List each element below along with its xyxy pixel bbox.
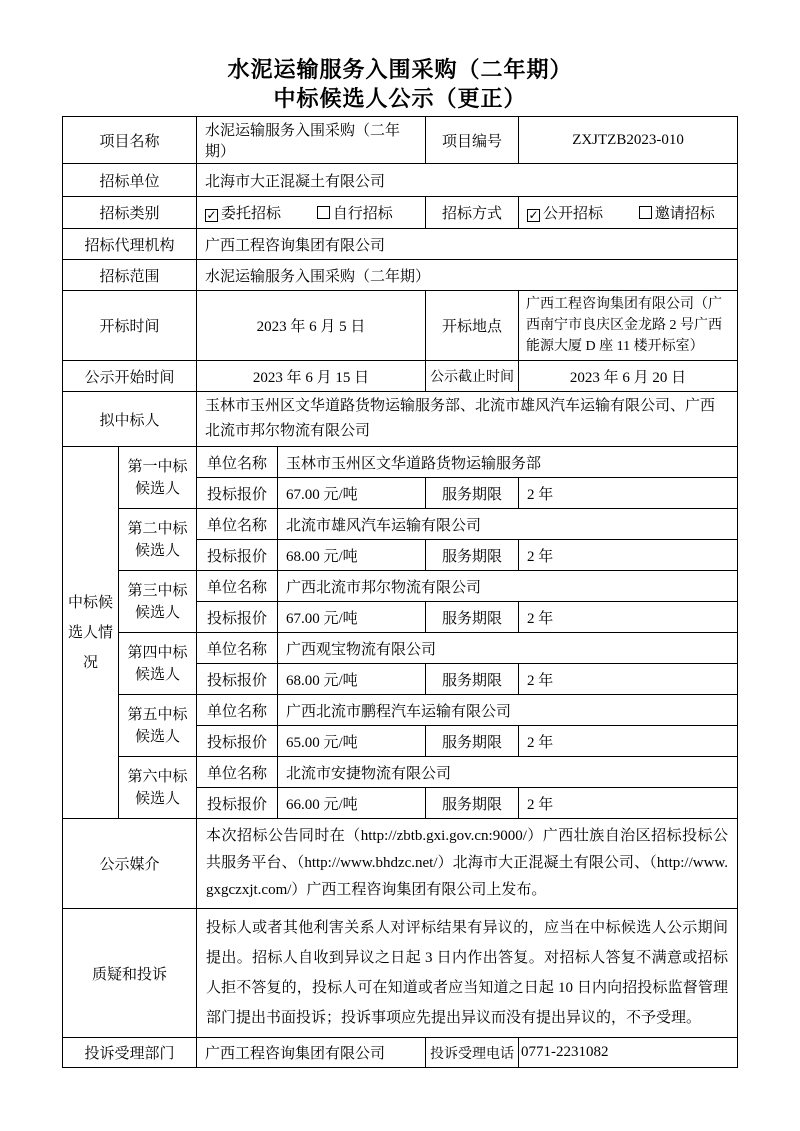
candidate-4-name: 广西观宝物流有限公司: [278, 633, 738, 664]
bid-price-label: 投标报价: [197, 726, 278, 757]
row-publicity-period: [63, 361, 738, 392]
project-name-label: 项目名称: [63, 117, 197, 164]
complaint-phone-label: 投诉受理电话: [426, 1038, 519, 1068]
checkbox-label: 邀请招标: [654, 206, 715, 222]
candidate-6-price: 66.00 元/吨: [278, 788, 426, 819]
service-term-label: 服务期限: [426, 540, 519, 571]
candidate-1-price: 67.00 元/吨: [278, 478, 426, 509]
checkbox-unchecked-icon: [317, 206, 330, 219]
checkbox-unchecked-icon: [639, 206, 652, 219]
publicity-start-label: 公示开始时间: [63, 361, 197, 392]
title-line-2: 中标候选人公示（更正）: [273, 86, 527, 111]
title-line-1: 水泥运输服务入围采购（二年期）: [227, 57, 573, 82]
complaint-phone-value: 0771-2231082: [519, 1038, 738, 1068]
candidate-6-name-row: [63, 757, 738, 788]
project-no-value: ZXJTZB2023-010: [519, 117, 738, 164]
service-term-label: 服务期限: [426, 602, 519, 633]
candidate-2-price: 68.00 元/吨: [278, 540, 426, 571]
service-term-label: 服务期限: [426, 726, 519, 757]
candidate-3-term: 2 年: [519, 602, 738, 633]
bid-price-label: 投标报价: [197, 540, 278, 571]
unit-name-label: 单位名称: [197, 633, 278, 664]
row-objection: [63, 909, 738, 1038]
category-option-self: [317, 202, 393, 223]
candidate-5-rank: 第五中标候选人: [119, 695, 197, 757]
announcement-table: [62, 116, 738, 1068]
objection-label: 质疑和投诉: [63, 909, 197, 1038]
row-bid-opening: [63, 291, 738, 361]
publicity-media-value: 本次招标公告同时在（http://zbtb.gxi.gov.cn:9000/）广西壮族自治区招标投标公共服务平台、（http://www.bhdzc.net/）北海市大正混凝土有限公司、（http://www.gxgczxjt.com/）广西工程咨询集团有限公司上发布。: [197, 819, 738, 909]
candidate-6-rank: 第六中标候选人: [119, 757, 197, 819]
candidate-6-term: 2 年: [519, 788, 738, 819]
complaint-dept-value: 广西工程咨询集团有限公司: [197, 1038, 426, 1068]
candidate-3-price: 67.00 元/吨: [278, 602, 426, 633]
row-proposed-winners: [63, 392, 738, 447]
checkbox-label: 自行招标: [332, 206, 393, 222]
category-option-entrusted: [205, 202, 281, 223]
service-term-label: 服务期限: [426, 664, 519, 695]
service-term-label: 服务期限: [426, 478, 519, 509]
tender-category-options: [197, 197, 426, 229]
unit-name-label: 单位名称: [197, 695, 278, 726]
row-scope: [63, 260, 738, 291]
complaint-dept-label: 投诉受理部门: [63, 1038, 197, 1068]
method-option-invite: [639, 202, 715, 223]
project-name-value: 水泥运输服务入围采购（二年期）: [197, 117, 426, 164]
checkbox-label: 委托招标: [221, 206, 282, 222]
bid-price-label: 投标报价: [197, 478, 278, 509]
row-agency: [63, 229, 738, 260]
project-no-label: 项目编号: [426, 117, 519, 164]
candidate-4-rank: 第四中标候选人: [119, 633, 197, 695]
candidate-5-name-row: [63, 695, 738, 726]
candidate-3-rank: 第三中标候选人: [119, 571, 197, 633]
unit-name-label: 单位名称: [197, 757, 278, 788]
bid-open-time-value: 2023 年 6 月 5 日: [197, 291, 426, 361]
publicity-start-value: 2023 年 6 月 15 日: [197, 361, 426, 392]
tender-unit-value: 北海市大正混凝土有限公司: [197, 164, 738, 197]
candidate-4-name-row: [63, 633, 738, 664]
tender-method-label: 招标方式: [426, 197, 519, 229]
method-option-open: [527, 202, 603, 223]
checkbox-label: 公开招标: [543, 206, 604, 222]
candidate-2-name: 北流市雄风汽车运输有限公司: [278, 509, 738, 540]
bid-price-label: 投标报价: [197, 788, 278, 819]
candidate-5-price: 65.00 元/吨: [278, 726, 426, 757]
proposed-winners-label: 拟中标人: [63, 392, 197, 447]
row-tender-unit: [63, 164, 738, 197]
candidate-2-name-row: [63, 509, 738, 540]
bid-open-place-label: 开标地点: [426, 291, 519, 361]
candidate-4-term: 2 年: [519, 664, 738, 695]
candidate-6-name: 北流市安捷物流有限公司: [278, 757, 738, 788]
tender-category-label: 招标类别: [63, 197, 197, 229]
objection-value: 投标人或者其他利害关系人对评标结果有异议的，应当在中标候选人公示期间提出。招标人自收到异议之日起 3 日内作出答复。对招标人答复不满意或招标人拒不答复的，投标人可在知道或者应当知道之日起 10 日内向招投标监督管理部门提出书面投诉；投诉事项应先提出异议而没有提出异议的，不予受理。: [197, 909, 738, 1038]
unit-name-label: 单位名称: [197, 509, 278, 540]
tender-unit-label: 招标单位: [63, 164, 197, 197]
bid-price-label: 投标报价: [197, 664, 278, 695]
candidate-2-term: 2 年: [519, 540, 738, 571]
unit-name-label: 单位名称: [197, 447, 278, 478]
candidate-1-name-row: [63, 447, 738, 478]
candidate-3-name: 广西北流市邦尔物流有限公司: [278, 571, 738, 602]
candidate-3-name-row: [63, 571, 738, 602]
candidate-2-rank: 第二中标候选人: [119, 509, 197, 571]
row-project-name: [63, 117, 738, 164]
candidate-1-rank: 第一中标候选人: [119, 447, 197, 509]
scope-value: 水泥运输服务入围采购（二年期）: [197, 260, 738, 291]
candidate-1-name: 玉林市玉州区文华道路货物运输服务部: [278, 447, 738, 478]
row-tender-category: [63, 197, 738, 229]
scope-label: 招标范围: [63, 260, 197, 291]
row-complaint: [63, 1038, 738, 1068]
publicity-end-label: 公示截止时间: [426, 361, 519, 392]
candidates-section-label: 中标候选人情况: [63, 447, 119, 819]
bid-open-place-value: 广西工程咨询集团有限公司（广西南宁市良庆区金龙路 2 号广西能源大厦 D 座 11 楼开标室）: [519, 291, 738, 361]
tender-method-options: [519, 197, 738, 229]
row-publicity-media: [63, 819, 738, 909]
proposed-winners-value: 玉林市玉州区文华道路货物运输服务部、北流市雄风汽车运输有限公司、广西北流市邦尔物流有限公司: [197, 392, 738, 447]
candidate-5-term: 2 年: [519, 726, 738, 757]
service-term-label: 服务期限: [426, 788, 519, 819]
candidate-4-price: 68.00 元/吨: [278, 664, 426, 695]
document-title: [0, 55, 800, 113]
bid-price-label: 投标报价: [197, 602, 278, 633]
unit-name-label: 单位名称: [197, 571, 278, 602]
candidate-1-term: 2 年: [519, 478, 738, 509]
checkbox-checked-icon: ✓: [206, 208, 217, 222]
candidate-5-name: 广西北流市鹏程汽车运输有限公司: [278, 695, 738, 726]
agency-value: 广西工程咨询集团有限公司: [197, 229, 738, 260]
publicity-end-value: 2023 年 6 月 20 日: [519, 361, 738, 392]
agency-label: 招标代理机构: [63, 229, 197, 260]
publicity-media-label: 公示媒介: [63, 819, 197, 909]
checkbox-checked-icon: ✓: [528, 208, 539, 222]
bid-open-time-label: 开标时间: [63, 291, 197, 361]
